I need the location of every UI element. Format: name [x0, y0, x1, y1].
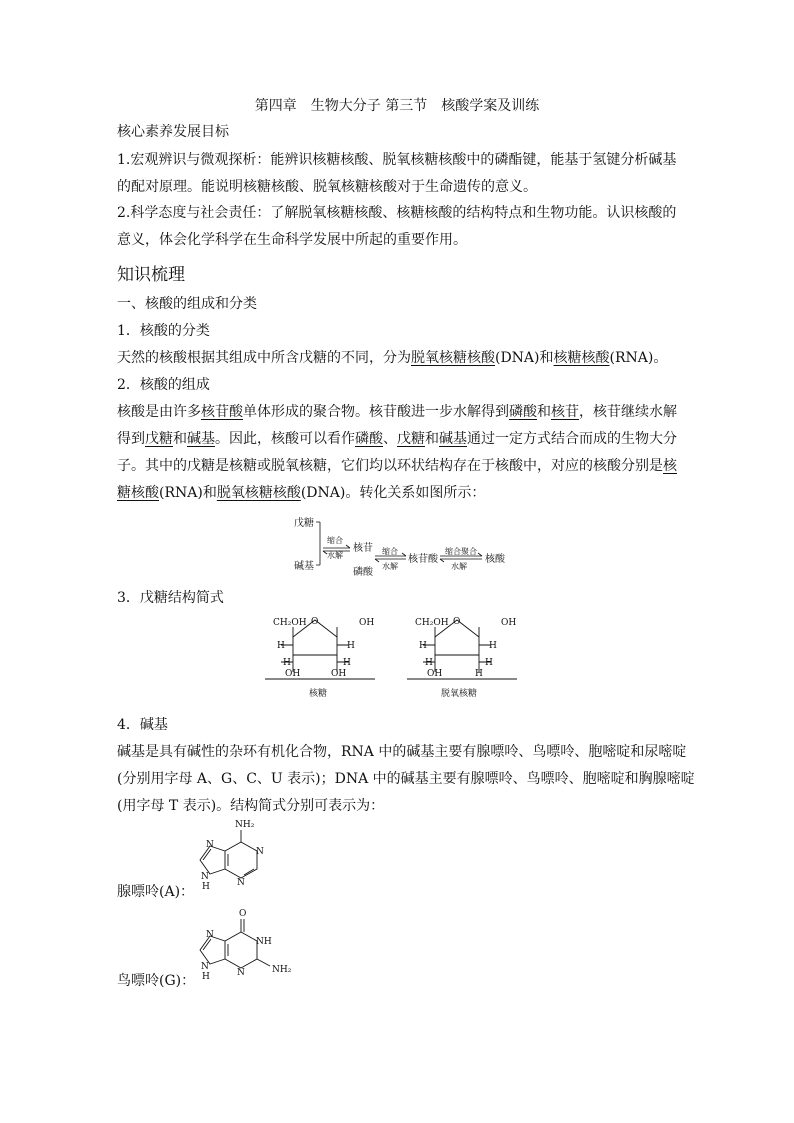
svg-text:N: N [237, 968, 245, 978]
ribose-label: 核糖 [309, 689, 328, 699]
svg-text:H: H [489, 641, 497, 651]
composition-line-1: 核酸是由许多核苷酸单体形成的聚合物。核苷酸进一步水解得到磷酸和核苷，核苷继续水解 [117, 404, 677, 420]
svg-text:O: O [239, 909, 247, 919]
svg-text:N: N [206, 840, 214, 850]
flow-hydrolysis-3: 水解 [451, 562, 467, 571]
flow-nucleotide: 核苷酸 [408, 554, 438, 565]
answer-dna: 脱氧核糖核酸 [411, 350, 495, 366]
flow-nucleic-acid: 核酸 [485, 554, 505, 565]
conversion-flow-diagram [280, 510, 520, 576]
flow-base: 碱基 [294, 561, 314, 572]
svg-text:OH: OH [427, 669, 443, 679]
svg-text:O: O [453, 617, 461, 627]
svg-text:H: H [202, 972, 210, 982]
flow-pentose: 戊糖 [294, 518, 314, 529]
svg-text:H: H [347, 641, 355, 651]
flow-condense-1: 缩合 [327, 536, 343, 545]
svg-text:OH: OH [501, 618, 517, 628]
subheading-bases: 4．碱基 [117, 717, 168, 733]
svg-text:N: N [201, 872, 209, 882]
bases-line-3: (用字母 T 表示)。结构简式分别可表示为： [117, 798, 385, 814]
svg-text:NH₂: NH₂ [272, 965, 292, 975]
composition-line-2: 得到戊糖和碱基。因此，核酸可以看作磷酸、戊糖和碱基通过一定方式结合而成的生物大分 [117, 431, 677, 447]
answer-rna: 核糖核酸 [553, 350, 610, 366]
svg-text:N: N [206, 930, 214, 940]
pentose-structures [265, 610, 525, 705]
composition-line-3: 子。其中的戊糖是核糖或脱氧核糖，它们均以环状结构存在于核酸中，对应的核酸分别是核 [117, 458, 677, 474]
deoxyribose-label: 脱氧核糖 [441, 689, 478, 699]
subheading-composition: 2．核酸的组成 [117, 377, 210, 393]
svg-text:H: H [283, 658, 291, 668]
page-title: 第四章 生物大分子 第三节 核酸学案及训练 [254, 98, 540, 114]
subheading-pentose: 3．戊糖结构简式 [117, 590, 224, 606]
flow-hydrolysis-2: 水解 [382, 562, 398, 571]
svg-text:CH₂OH: CH₂OH [273, 618, 307, 628]
goal-item-2: 2.科学态度与社会责任：了解脱氧核糖核酸、核糖核酸的结构特点和生物功能。认识核酸的意义，体会化学科学在生命科学发展中所起的重要作用。 [117, 205, 677, 248]
svg-text:OH: OH [331, 669, 347, 679]
flow-hydrolysis-1: 水解 [327, 551, 343, 560]
svg-text:H: H [202, 882, 210, 892]
svg-text:H: H [485, 658, 493, 668]
svg-text:OH: OH [285, 669, 301, 679]
knowledge-heading: 知识梳理 [117, 265, 185, 285]
svg-text:H: H [475, 669, 483, 679]
svg-text:H: H [277, 641, 285, 651]
adenine-label: 腺嘌呤(A)： [117, 884, 195, 900]
svg-text:NH: NH [256, 937, 272, 947]
guanine-label: 鸟嘌呤(G)： [117, 973, 196, 989]
svg-text:H: H [425, 658, 433, 668]
flow-nucleoside: 核苷 [353, 543, 373, 554]
flow-polycondense: 缩合聚合 [445, 547, 477, 556]
svg-text:OH: OH [359, 618, 375, 628]
adenine-structure [188, 815, 278, 895]
svg-text:NH₂: NH₂ [235, 820, 255, 830]
bases-line-1: 碱基是具有碱性的杂环有机化合物，RNA 中的碱基主要有腺嘌呤、鸟嘌呤、胞嘧啶和尿嘧啶 [117, 744, 687, 760]
flow-condense-2: 缩合 [382, 547, 398, 556]
svg-text:N: N [201, 962, 209, 972]
flow-phosphate: 磷酸 [353, 567, 373, 576]
svg-text:CH₂OH: CH₂OH [415, 618, 449, 628]
composition-line-4: 糖核酸(RNA)和脱氧核糖核酸(DNA)。转化关系如图所示： [117, 485, 486, 501]
subheading-classification: 1．核酸的分类 [117, 323, 210, 339]
svg-text:H: H [419, 641, 427, 651]
bases-line-2: (分别用字母 A、G、C、U 表示)；DNA 中的碱基主要有腺嘌呤、鸟嘌呤、胞嘧啶和胸腺嘧啶 [117, 771, 695, 787]
goals-heading: 核心素养发展目标 [117, 124, 229, 140]
section1-heading: 一、核酸的组成和分类 [117, 296, 257, 312]
svg-text:H: H [343, 658, 351, 668]
classification-paragraph: 天然的核酸根据其组成中所含戊糖的不同，分为脱氧核糖核酸(DNA)和核糖核酸(RNA)。 [117, 350, 668, 366]
svg-text:N: N [237, 878, 245, 888]
svg-text:O: O [311, 617, 319, 627]
guanine-structure [188, 903, 308, 985]
goal-item-1: 1.宏观辨识与微观探析：能辨识核糖核酸、脱氧核糖核酸中的磷酯键，能基于氢键分析碱基的配对原理。能说明核糖核酸、脱氧核糖核酸对于生命遗传的意义。 [117, 152, 677, 195]
svg-text:N: N [256, 847, 264, 857]
